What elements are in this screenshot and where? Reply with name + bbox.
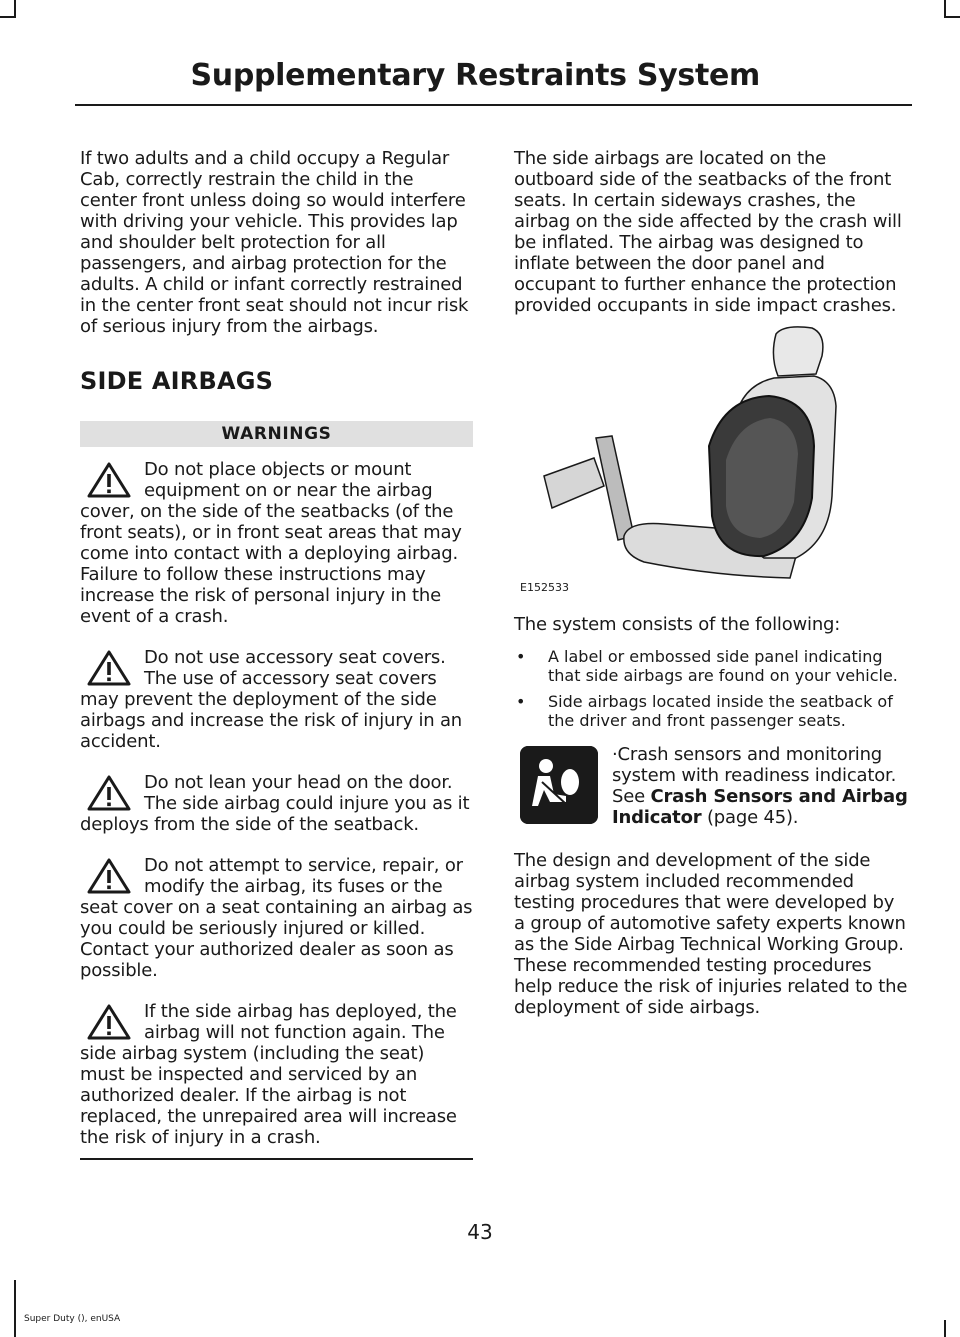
list-item [514, 692, 909, 730]
warning-text: Do not lean your head on the door. The side airbag could injure you as it deploys from the side of the seatback. [80, 772, 470, 835]
list-item-text: Side airbags located inside the seatback of the driver and front passenger seats. [548, 692, 893, 730]
intro-paragraph: If two adults and a child occupy a Regular Cab, correctly restrain the child in the center front unless doing so would interfere with driving your vehicle. This provides lap and shoulder belt protection for all passengers, and airbag protection for the adults. A child or infant correctly restrained in the center front seat should not incur risk of serious injury from the airbags. [80, 148, 469, 337]
warning-item [80, 459, 473, 627]
page-number: 43 [467, 1220, 493, 1244]
crop-mark-bottom-left [14, 1280, 16, 1337]
list-item-text: A label or embossed side panel indicating that side airbags are found on your vehicle. [548, 647, 898, 685]
crash-sensors-link[interactable]: Crash Sensors and Airbag Indicator [612, 786, 908, 828]
footer-doc-id: Super Duty (), enUSA [24, 1314, 121, 1324]
crop-mark-bottom-right [944, 1320, 946, 1337]
warning-triangle-icon [86, 1003, 132, 1041]
warning-item [80, 1001, 473, 1148]
warning-triangle-icon [86, 774, 132, 812]
warning-text: Do not attempt to service, repair, or modify the airbag, its fuses or the seat cover on a seat containing an airbag as you could be seriously injured or killed. Contact your authorized dealer as soon as possible. [80, 855, 473, 981]
warning-text: Do not place objects or mount equipment on or near the airbag cover, on the side of the seatbacks (of the front seats), or in front seat areas that may come into contact with a deploying airbag. Failure to follow these instructions may increase the risk of personal injury in the event of a crash. [80, 459, 462, 627]
section-heading: SIDE AIRBAGS [80, 367, 274, 395]
indicator-description: ·Crash sensors and monitoring system with readiness indicator. See [612, 744, 897, 807]
header-rule [75, 104, 912, 106]
warning-text: If the side airbag has deployed, the airbag will not function again. The side airbag system (including the seat) must be inspected and serviced by an authorized dealer. If the airbag is not replaced, the unrepaired area will increase the risk of injury in a crash. [80, 1001, 457, 1148]
warnings-end-rule [80, 1158, 473, 1160]
warning-triangle-icon [86, 649, 132, 687]
crop-mark-top-right-h [944, 16, 960, 18]
left-column [80, 148, 473, 1160]
warning-item [80, 647, 473, 752]
right-column [514, 148, 909, 1018]
list-item [514, 647, 909, 685]
page-reference: (page 45). [701, 807, 799, 828]
page-title: Supplementary Restraints System [190, 58, 760, 93]
bullet-marker: • [516, 692, 526, 711]
closing-paragraph: The design and development of the side airbag system included recommended testing procedures that were developed by a group of automotive safety experts known as the Side Airbag Technical Working Group. These recommended testing procedures help reduce the risk of injuries related to the deployment of side airbags. [514, 850, 908, 1018]
warning-item [80, 855, 473, 981]
indicator-block [514, 744, 909, 828]
figure-code: E152533 [520, 581, 569, 594]
side-airbag-location-paragraph: The side airbags are located on the outboard side of the seatbacks of the front seats. In certain sideways crashes, the airbag on the side affected by the crash will be inflated. The airbag was designed to inflate between the door panel and occupant to further enhance the protection provided occupants in side impact crashes. [514, 148, 902, 316]
warning-triangle-icon [86, 857, 132, 895]
system-components-list [514, 647, 909, 730]
consists-label: The system consists of the following: [514, 614, 841, 635]
bullet-marker: • [516, 647, 526, 666]
seat-airbag-drawing [514, 326, 909, 596]
warning-triangle-icon [86, 461, 132, 499]
warning-text: Do not use accessory seat covers. The use of accessory seat covers may prevent the deployment of the side airbags and increase the risk of injury in an accident. [80, 647, 463, 752]
warning-item [80, 772, 473, 835]
warnings-header: WARNINGS [80, 421, 473, 447]
seat-side-airbag-illustration [514, 326, 909, 596]
crop-mark-top-left-h [0, 16, 16, 18]
airbag-indicator-icon [520, 746, 598, 824]
